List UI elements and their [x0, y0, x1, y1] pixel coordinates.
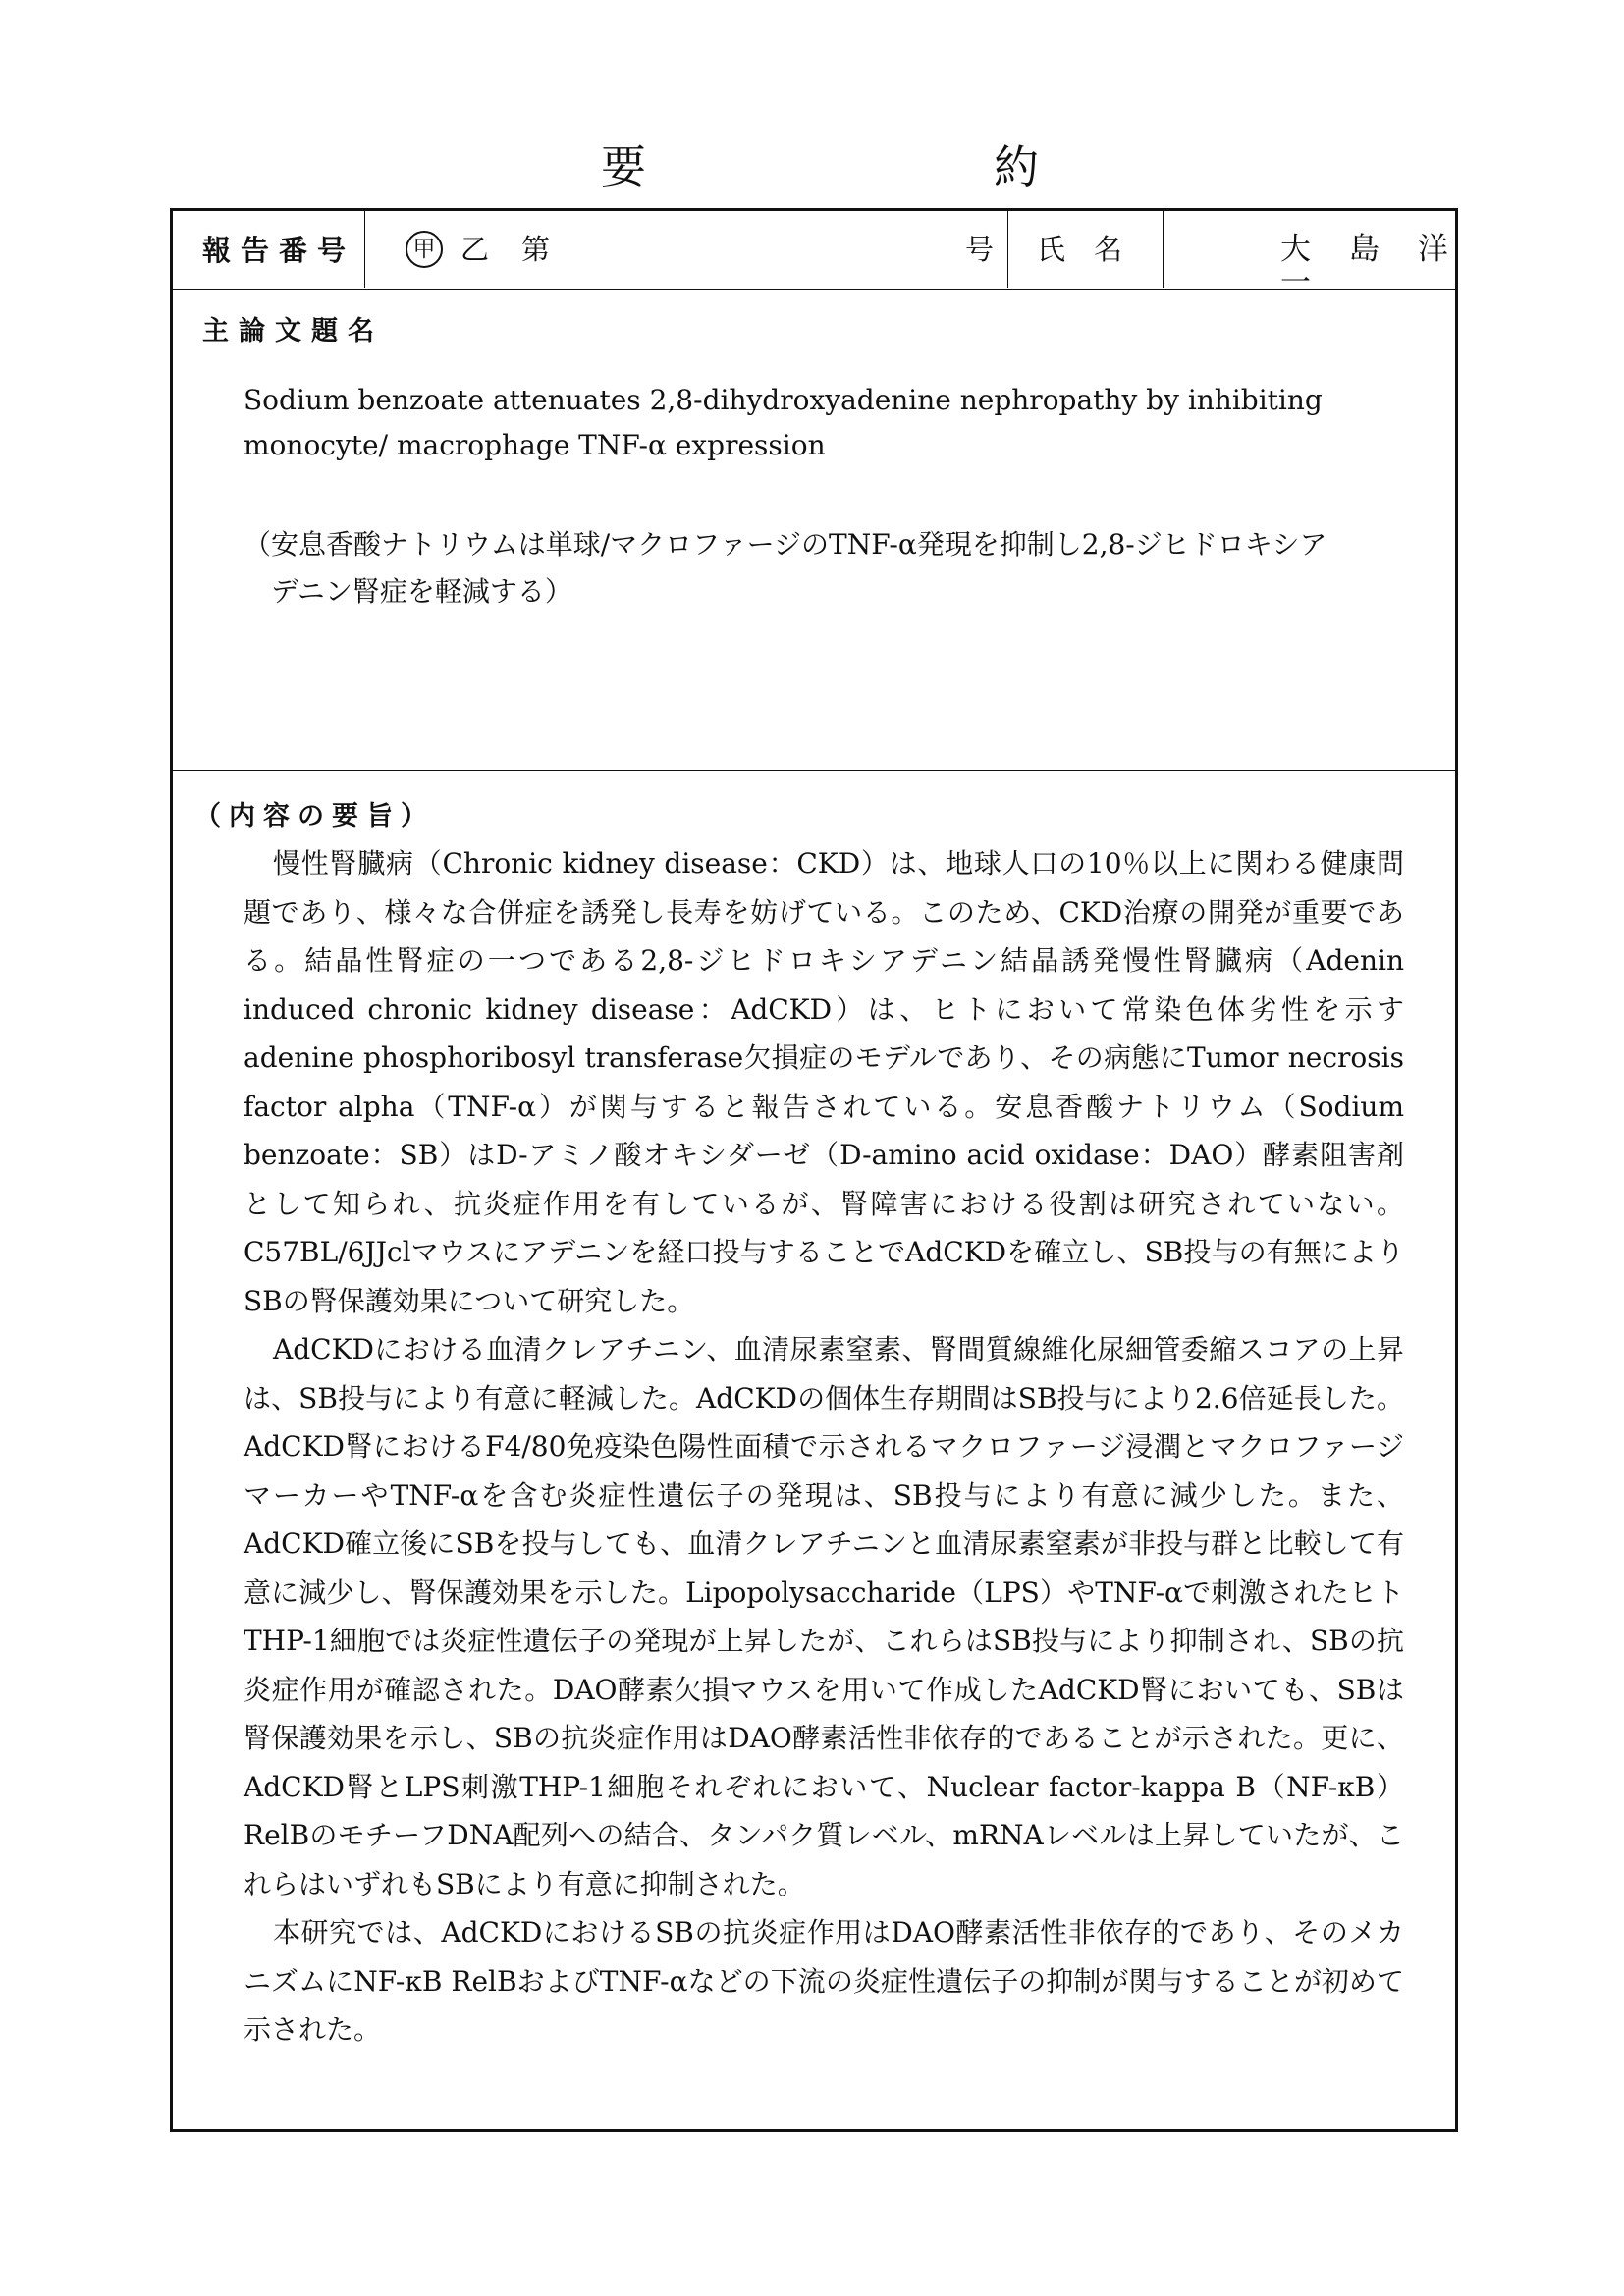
summary-paragraph-2: AdCKDにおける血清クレアチニン、血清尿素窒素、腎間質線維化尿細管委縮スコアの上昇は、SB投与により有意に軽減した。AdCKDの個体生存期間はSB投与により2.6倍延長した。AdCKD腎におけるF4/80免疫染色陽性面積で示されるマクロファージ浸潤とマクロファージマーカーやTNF-αを含む炎症性遺伝子の発現は、SB投与により有意に減少した。また、AdCKD確立後にSBを投与しても、血清クレアチニンと血清尿素窒素が非投与群と比較して有意に減少し、腎保護効果を示した。Lipopolysaccharide（LPS）やTNF-αで刺激されたヒトTHP-1細胞では炎症性遺伝子の発現が上昇したが、これらはSB投与により抑制され、SBの抗炎症作用が確認された。DAO酵素欠損マウスを用いて作成したAdCKD腎においても、SBは腎保護効果を示し、SBの抗炎症作用はDAO酵素活性非依存的であることが示された。更に、AdCKD腎とLPS刺激THP-1細胞それぞれにおいて、Nuclear factor-kappa B（NF-κB）RelBのモチーフDNA配列への結合、タンパク質レベル、mRNAレベルは上昇していたが、これらはいずれもSBにより有意に抑制された。 — [244, 1333, 1404, 1900]
dai-char: 第 — [521, 233, 551, 266]
go-char: 号 — [965, 233, 995, 266]
otsu-char: 乙 — [460, 233, 490, 266]
heading-char-left: 要 — [601, 140, 646, 193]
document-heading — [0, 137, 1624, 206]
kou-circle-mark: 甲 — [406, 231, 443, 268]
report-number-label-cell — [173, 211, 364, 288]
thesis-title-section — [173, 290, 1455, 771]
author-name: 大 島 洋 一 — [1280, 232, 1487, 300]
japanese-title-line-1: （安息香酸ナトリウムは単球/マクロファージのTNF-α発現を抑制し2,8-ジヒドロキシア — [244, 528, 1327, 561]
thesis-title-label: 主論文題名 — [202, 316, 384, 347]
report-number-label: 報告番号 — [202, 234, 356, 267]
heading-char-right: 約 — [994, 140, 1039, 193]
japanese-title — [244, 521, 1402, 615]
summary-paragraph-1: 慢性腎臓病（Chronic kidney disease：CKD）は、地球人口の10％以上に関わる健康問題であり、様々な合併症を誘発し長寿を妨げている。このため、CKD治療の開発が重要である。結晶性腎症の一つである2,8-ジヒドロキシアデニン結晶誘発慢性腎臓病（Adenin induced chronic kidney disease：AdCKD）は、ヒトにおいて常染色体劣性を示すadenine phosphoribosyl transferase欠損症のモデルであり、その病態にTumor necrosis factor alpha（TNF-α）が関与すると報告されている。安息香酸ナトリウム（Sodium benzoate：SB）はD-アミノ酸オキシダーゼ（D-amino acid oxidase：DAO）酵素阻害剤として知られ、抗炎症作用を有しているが、腎障害における役割は研究されていない。C57BL/6JJclマウスにアデニンを経口投与することでAdCKDを確立し、SB投与の有無によりSBの腎保護効果について研究した。 — [244, 847, 1404, 1317]
report-number-cell — [364, 211, 1007, 288]
summary-form — [170, 208, 1487, 2132]
summary-body — [244, 839, 1404, 2055]
summary-label: （内容の要旨） — [194, 801, 435, 831]
name-value-cell — [1163, 211, 1487, 300]
summary-paragraph-3: 本研究では、AdCKDにおけるSBの抗炎症作用はDAO酵素活性非依存的であり、そのメカニズムにNF-κB RelBおよびTNF-αなどの下流の炎症性遺伝子の抑制が関与することが初めて示された。 — [244, 1916, 1404, 2046]
name-label-cell — [1007, 211, 1163, 288]
name-label: 氏 名 — [1037, 233, 1123, 266]
header-row — [173, 211, 1487, 300]
japanese-title-line-2: デニン腎症を軽減する） — [271, 575, 572, 608]
english-title: Sodium benzoate attenuates 2,8-dihydroxyadenine nephropathy by inhibiting monocyte/ macrophage TNF-α expression — [244, 384, 1323, 461]
